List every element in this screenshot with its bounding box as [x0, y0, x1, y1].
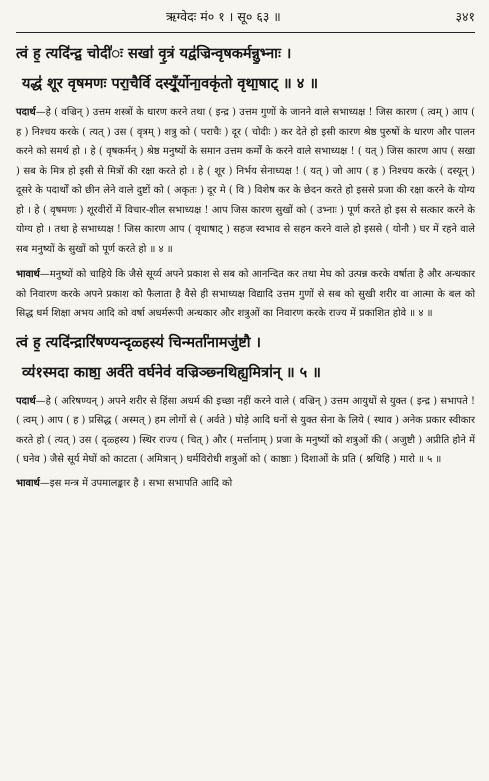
running-title: ऋग्वेदः मं० १ । सू० ६३ ॥: [166, 9, 281, 24]
padartha-label: पदार्थ: [16, 107, 36, 118]
padartha-5-text: —हे ( अरिषण्यन् ) अपने शरीर से हिंसा अधर्म की इच्छा नहीं करने वाले ( वज्रिन् ) उत्तम आयुधों से युक्त ( इन्द्र ) सभापते ! ( त्वम् ) आप ( ह ) प्रसिद्ध ( अस्मत् ) हम लोगों से ( अर्वते ) घोड़े आदि धनों से युक्त सेना के लिये ( स्थाव ) अनेक प्रकार स्वीकार करते हो ( त्यत् ) उस ( दृळ्हस्य ) स्थिर राज्य ( चित् ) और ( मर्त्तानाम् ) प्रजा के मनुष्यों को शत्रुओं की ( अजुष्टौ ) अप्रीति होने में ( घनेव ) जैसे सूर्य मेघों को काटता ( अमित्रान् ) धर्मविरोधी शत्रुओं को ( काष्ठाः ) दिशाओं के प्रति ( श्नथिहि ) मारो ॥ ५ ॥: [16, 395, 475, 465]
bhavartha-4-text: —मनुष्यों को चाहिये कि जैसे सूर्य्य अपने प्रकाश से सब को आनन्दित कर तथा मेघ को उत्पन्न करके वर्षाता है और अन्धकार को निवारण करके अपने प्रकाश को फैलाता है वैसे ही सभाध्यक्ष विद्यादि उत्तम गुणों से सब को सुखी शरीर वा आत्मा के बल को सिद्ध धर्म शिक्षा अभय आदि को वर्षा अधर्मरूपी अन्धकार और शत्रुओं का निवारण करके राज्य में प्रकाशित होवे ॥ ४ ॥: [16, 269, 475, 319]
padartha-4: [16, 103, 475, 259]
verse-5: [16, 328, 475, 388]
verse-5-line-2: व्य॑१स्मदा काष्ठा॒ अर्व॑ते वर्घनेव॑ वज्रिञ्छ्नथिह्य॒मित्रा॑न् ॥ ५ ॥: [22, 363, 321, 381]
bhavartha-4: [16, 265, 475, 324]
verse-4-line-1: त्वं ह॒ त्यदि॑न्द्र॒ चोदी॑ः सखा॑ वृ॒त्रं यद्व॑ज्रिन्वृषकर्मन्नु॒भ्नाः ।: [16, 45, 292, 62]
header-rule: [16, 32, 475, 33]
padartha-4-text: —हे ( वज्रिन् ) उत्तम शस्त्रों के धारण करने तथा ( इन्द्र ) उत्तम गुणों के जानने वाले सभाध्यक्ष ! जिस कारण ( त्वम् ) आप ( ह ) निश्चय करके ( त्यत् ) उस ( वृत्रम् ) शत्रु को ( पराचैः ) दूर ( चोदीः ) कर देते हो इसी कारण श्रेष्ठ पुरुषों के धारण और पालन करने को समर्थ हो । हे ( वृषकर्मन् ) श्रेष्ठ मनुष्यों के समान उत्तम कर्मों के करने वाले सभाध्यक्ष ! ( यत् ) जिस कारण आप ( सखा ) सब के मित्र हो इसी से मित्रों की रक्षा करते हो । हे ( शूर ) निर्भय सेनाध्यक्ष ! ( यत् ) जो आप ( ह ) निश्चय करके ( दस्यून् ) दूसरे के पदार्थों को छीन लेने वाले दुष्टों को ( अकृतः ) दूर मे ( वि ) विशेष कर के छेदन करते हो इससे प्रजा की रक्षा करने के योग्य हो । हे ( वृषमणः ) शूरवीरों में विचार-शील सभाध्यक्ष ! आप जिस कारण सुखों को ( उभ्नाः ) पूर्ण करते हो इस से सत्कार करने के योग्य हो । तथा हे सभाध्यक्ष ! जिस कारण आप ( वृथाषाट् ) सहज स्वभाव से सहन करने वाले हो इससे ( योनौ ) घर में रहने वाले सब मनुष्यों के सुखों को पूर्ण करते हो ॥ ४ ॥: [16, 107, 475, 255]
page-header: [16, 8, 475, 30]
verse-5-line-1: त्वं ह॒ त्यदि॑न्द्रारि॑षण्यन्दृळ्हस्य॑ चिन्मर्ता॑नामजु॑ष्टौ ।: [16, 333, 262, 351]
bhavartha-label: भावार्थ: [16, 269, 40, 280]
page-number: ३४१: [455, 9, 475, 24]
verse-4: [16, 39, 475, 99]
bhavartha-5-text: —इस मन्त्र में उपमालङ्कार है । सभा सभापति आदि को: [39, 477, 233, 489]
padartha-label: पदार्थ: [16, 395, 36, 407]
verse-4-line-2: यद्ध॑ शूर वृषमणः परा॒चैर्वि दस्यूँ॒र्योना॒वकृ॑तो वृथा॒षाट् ॥ ४ ॥: [22, 75, 319, 92]
bhavartha-5: [16, 474, 475, 494]
padartha-5: [16, 392, 475, 470]
bhavartha-label: भावार्थ: [16, 477, 40, 489]
